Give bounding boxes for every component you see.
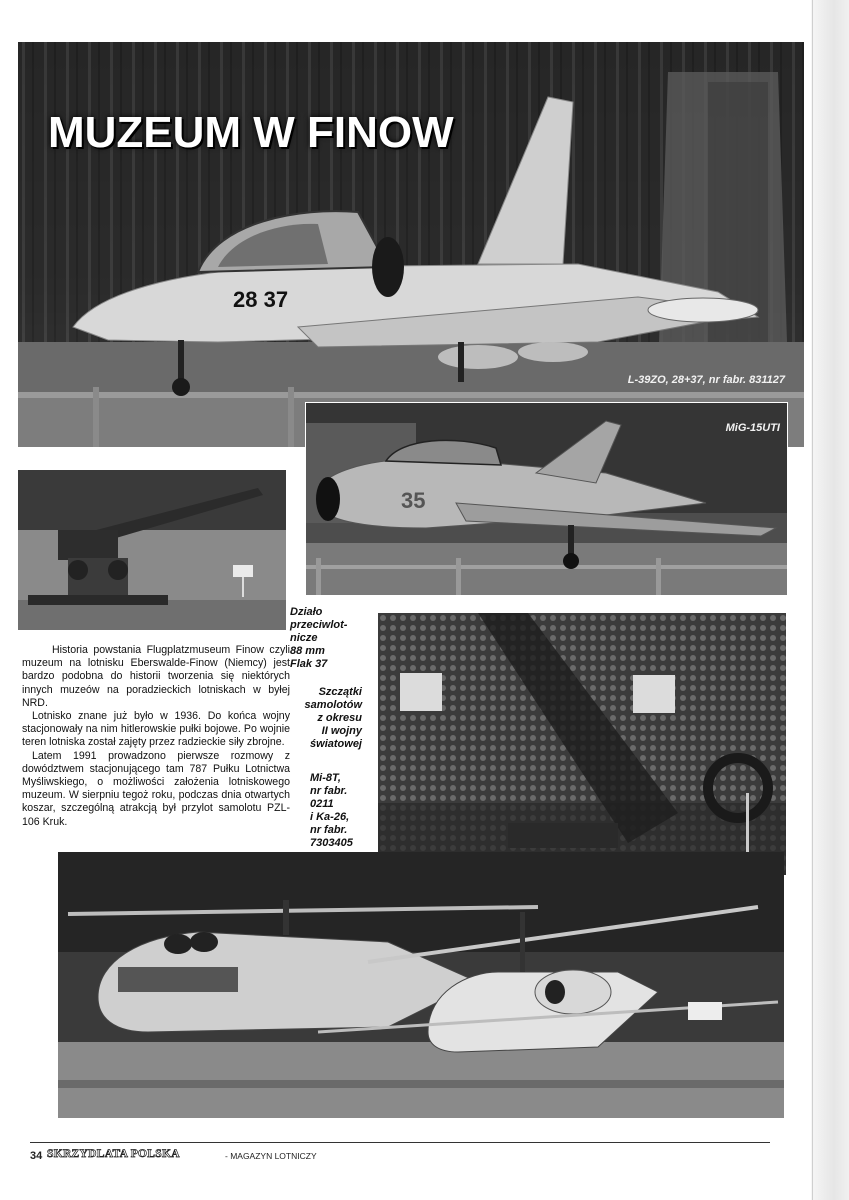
scan-edge	[811, 0, 849, 1200]
page-title: MUZEUM W FINOW	[48, 108, 454, 157]
caption-flak37: Działo przeciwlot- nicze 88 mm Flak 37	[290, 606, 348, 670]
wreckage-image	[378, 613, 786, 875]
article-paragraph: Lotnisko znane już było w 1936. Do końca wojny stacjonowały na nim hitlerowskie pułki bojowe. Po wojnie teren lotniska został zajęty przez radzieckie siły zbrojne.	[22, 710, 290, 749]
article-paragraph: Latem 1991 prowadzono pierwsze rozmowy z dowództwem stacjonującego tam 787 Pułku Lotnictwa Myśliwskiego, o możliwości założenia lotniskowego muzeum. W sierpniu tegoż roku, podczas dnia otwartych koszar, szczególną atrakcją był przylot samolotu PZL-106 Kruk.	[22, 749, 290, 828]
footer-rule	[30, 1142, 770, 1143]
article-paragraph: Historia powstania Flugplatzmuseum Finow czyli muzeum na lotnisku Eberswalde-Finow (Niemcy) jest bardzo podobna do historii tworzenia się niektórych innych muzeów na poradzieckich lotniskach w byłej NRD.	[22, 644, 290, 709]
caption-wreckage: Szczątki samolotów z okresu II wojny światowej	[304, 686, 362, 750]
photo-wreckage	[377, 612, 787, 876]
page-footer	[30, 1142, 785, 1166]
flak37-gun-image	[18, 470, 286, 630]
scan-edge-line	[812, 0, 813, 1200]
magazine-subtitle: - MAGAZYN LOTNICZY	[225, 1151, 317, 1161]
l39-marking: 28 37	[233, 287, 289, 312]
magazine-name: SKRZYDLATA POLSKA	[47, 1148, 180, 1160]
mig15-marking: 35	[401, 488, 426, 513]
page-number: 34	[30, 1150, 43, 1162]
article-body	[22, 644, 290, 829]
photo-helicopters	[58, 852, 784, 1118]
helicopters-image	[58, 852, 784, 1118]
photo-flak37	[18, 470, 286, 630]
caption-l39: L-39ZO, 28+37, nr fabr. 831127	[627, 374, 785, 386]
caption-mig15: MiG-15UTI	[725, 422, 780, 434]
caption-helicopters: Mi-8T, nr fabr. 0211 i Ka-26, nr fabr. 7303405	[310, 772, 353, 849]
